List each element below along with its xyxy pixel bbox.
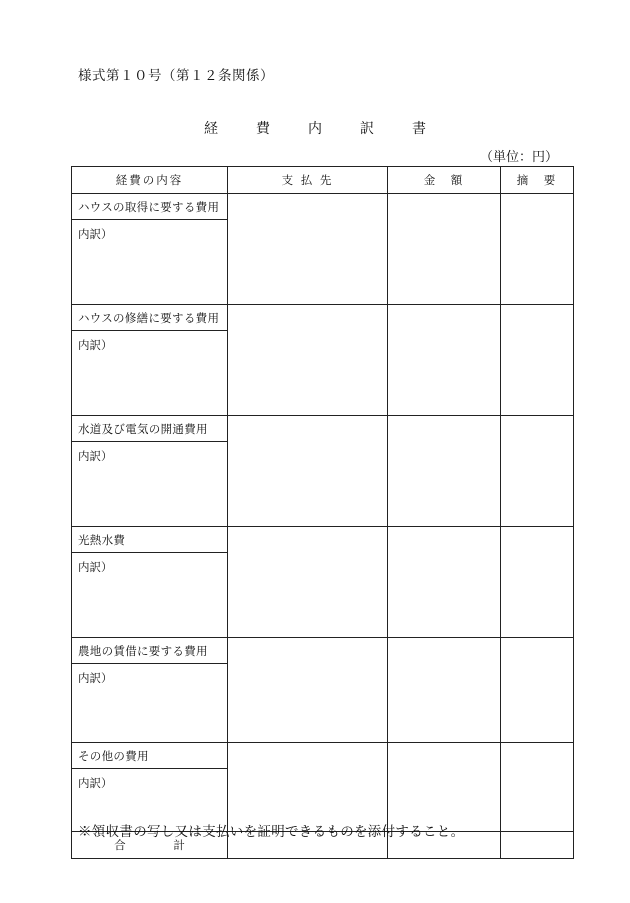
remarks-cell[interactable] (501, 638, 574, 743)
payee-cell[interactable] (228, 416, 388, 527)
category-name: ハウスの取得に要する費用 (72, 194, 228, 220)
category-detail[interactable]: 内訳） (72, 442, 228, 527)
payee-cell[interactable] (228, 194, 388, 305)
header-item: 経費の内容 (72, 167, 228, 194)
category-row (72, 638, 574, 664)
category-name: 水道及び電気の開通費用 (72, 416, 228, 442)
amount-cell[interactable] (388, 743, 501, 832)
payee-cell[interactable] (228, 638, 388, 743)
category-detail[interactable]: 内訳） (72, 769, 228, 832)
expense-breakdown-table (71, 166, 574, 859)
form-number: 様式第１０号（第１２条関係） (78, 68, 274, 84)
amount-cell[interactable] (388, 527, 501, 638)
amount-cell[interactable] (388, 194, 501, 305)
category-name: 光熱水費 (72, 527, 228, 553)
header-remarks: 摘 要 (501, 167, 574, 194)
payee-cell[interactable] (228, 527, 388, 638)
header-amount: 金 額 (388, 167, 501, 194)
remarks-cell[interactable] (501, 743, 574, 832)
payee-cell[interactable] (228, 305, 388, 416)
header-payee: 支 払 先 (228, 167, 388, 194)
category-row (72, 194, 574, 220)
category-row (72, 416, 574, 442)
category-row (72, 305, 574, 331)
remarks-cell[interactable] (501, 305, 574, 416)
category-name: その他の費用 (72, 743, 228, 769)
remarks-cell[interactable] (501, 416, 574, 527)
payee-cell[interactable] (228, 743, 388, 832)
amount-cell[interactable] (388, 638, 501, 743)
unit-note: （単位：円） (479, 150, 558, 165)
category-name: 農地の賃借に要する費用 (72, 638, 228, 664)
footnote: ※領収書の写し又は支払いを証明できるものを添付すること。 (78, 824, 465, 840)
amount-cell[interactable] (388, 416, 501, 527)
category-detail[interactable]: 内訳） (72, 553, 228, 638)
amount-cell[interactable] (388, 305, 501, 416)
category-name: ハウスの修繕に要する費用 (72, 305, 228, 331)
category-detail[interactable]: 内訳） (72, 664, 228, 743)
page-title: 経 費 内 訳 書 (204, 121, 438, 137)
total-label: 合 計 (72, 832, 228, 859)
remarks-cell[interactable] (501, 527, 574, 638)
table-header-row (72, 167, 574, 194)
category-row (72, 527, 574, 553)
category-row (72, 743, 574, 769)
category-detail[interactable]: 内訳） (72, 331, 228, 416)
category-detail[interactable]: 内訳） (72, 220, 228, 305)
remarks-cell[interactable] (501, 194, 574, 305)
total-remarks-cell[interactable] (501, 832, 574, 859)
